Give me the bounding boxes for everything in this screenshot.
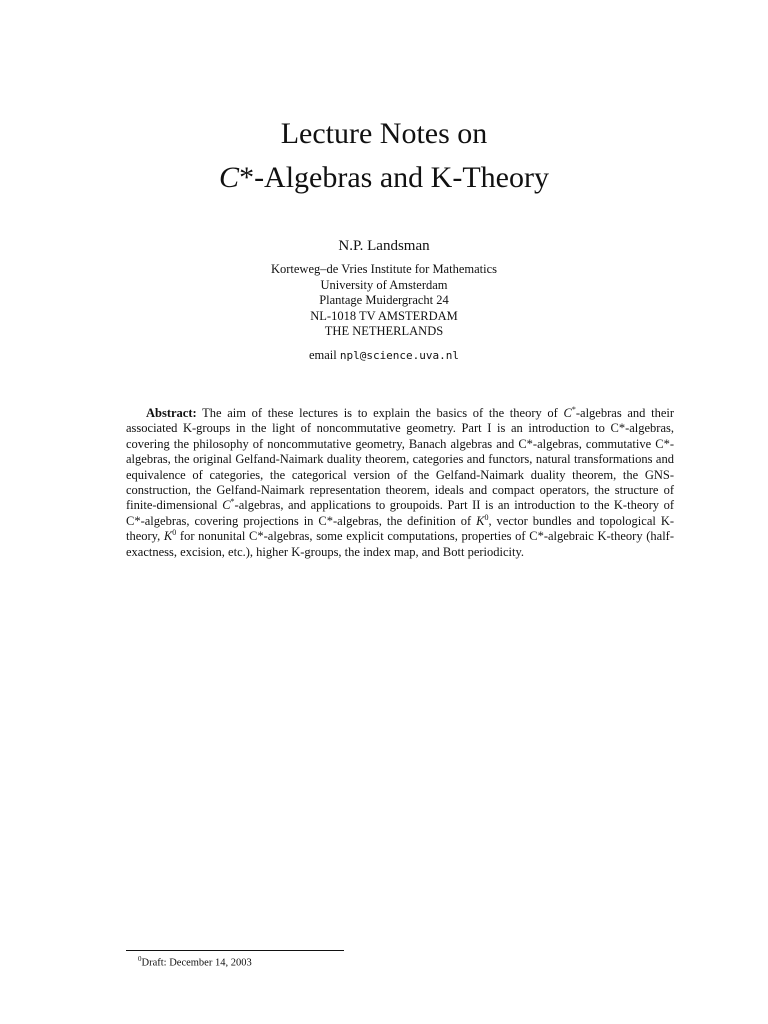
title-line-1: Lecture Notes on	[280, 117, 488, 150]
abstract-paragraph	[126, 406, 674, 560]
author-name: N.P. Landsman	[338, 238, 430, 254]
abstract-heading: Abstract:	[146, 406, 197, 420]
affiliation-block	[0, 262, 768, 340]
email-label: email	[308, 348, 340, 362]
affiliation-line: Korteweg–de Vries Institute for Mathematics	[270, 262, 498, 276]
affiliation-line: NL-1018 TV AMSTERDAM	[310, 308, 458, 323]
affiliation-line: University of Amsterdam	[320, 277, 448, 292]
email-line	[0, 347, 768, 364]
footnote	[138, 953, 252, 970]
title-math-c: C	[219, 161, 240, 194]
title-rest: -Algebras and K-Theory	[254, 161, 549, 194]
title-line-2	[0, 156, 768, 200]
footnote-rule	[126, 950, 344, 951]
email-address[interactable]: npl@science.uva.nl	[339, 349, 460, 362]
affiliation-line: Plantage Muidergracht 24	[319, 293, 449, 307]
footnote-marker: 0	[138, 955, 142, 963]
abstract-text: The aim of these lectures is to explain the basics of the theory of C*-algebras and their associated K-groups in the light of noncommutative geometry. Part I is an introduction to C*-algebras, covering the philosophy of noncommutative geometry, Banach algebras and C*-algebras, commutative C*-algebras, the original Gelfand-Naimark duality theorem, categories and functors, natural transformations and equivalence of categories, the categorical version of the Gelfand-Naimark duality theorem, the GNS-construction, the Gelfand-Naimark representation theorem, ideals and compact operators, the structure of finite-dimensional C*-algebras, and applications to groupoids. Part II is an introduction to the K-theory of C*-algebras, covering projections in C*-algebras, the definition of $K^0$, vector bundles and topological K-theory, $K^0$ for nonunital C*-algebras, some explicit computations, properties of C*-algebraic K-theory (half-exactness, excision, etc.), higher K-groups, the index map, and Bott periodicity.	[126, 404, 675, 559]
title-block	[0, 112, 768, 200]
title-star: *	[239, 161, 255, 194]
footnote-text: Draft: December 14, 2003	[141, 957, 252, 969]
affiliation-line: THE NETHERLANDS	[324, 324, 444, 338]
